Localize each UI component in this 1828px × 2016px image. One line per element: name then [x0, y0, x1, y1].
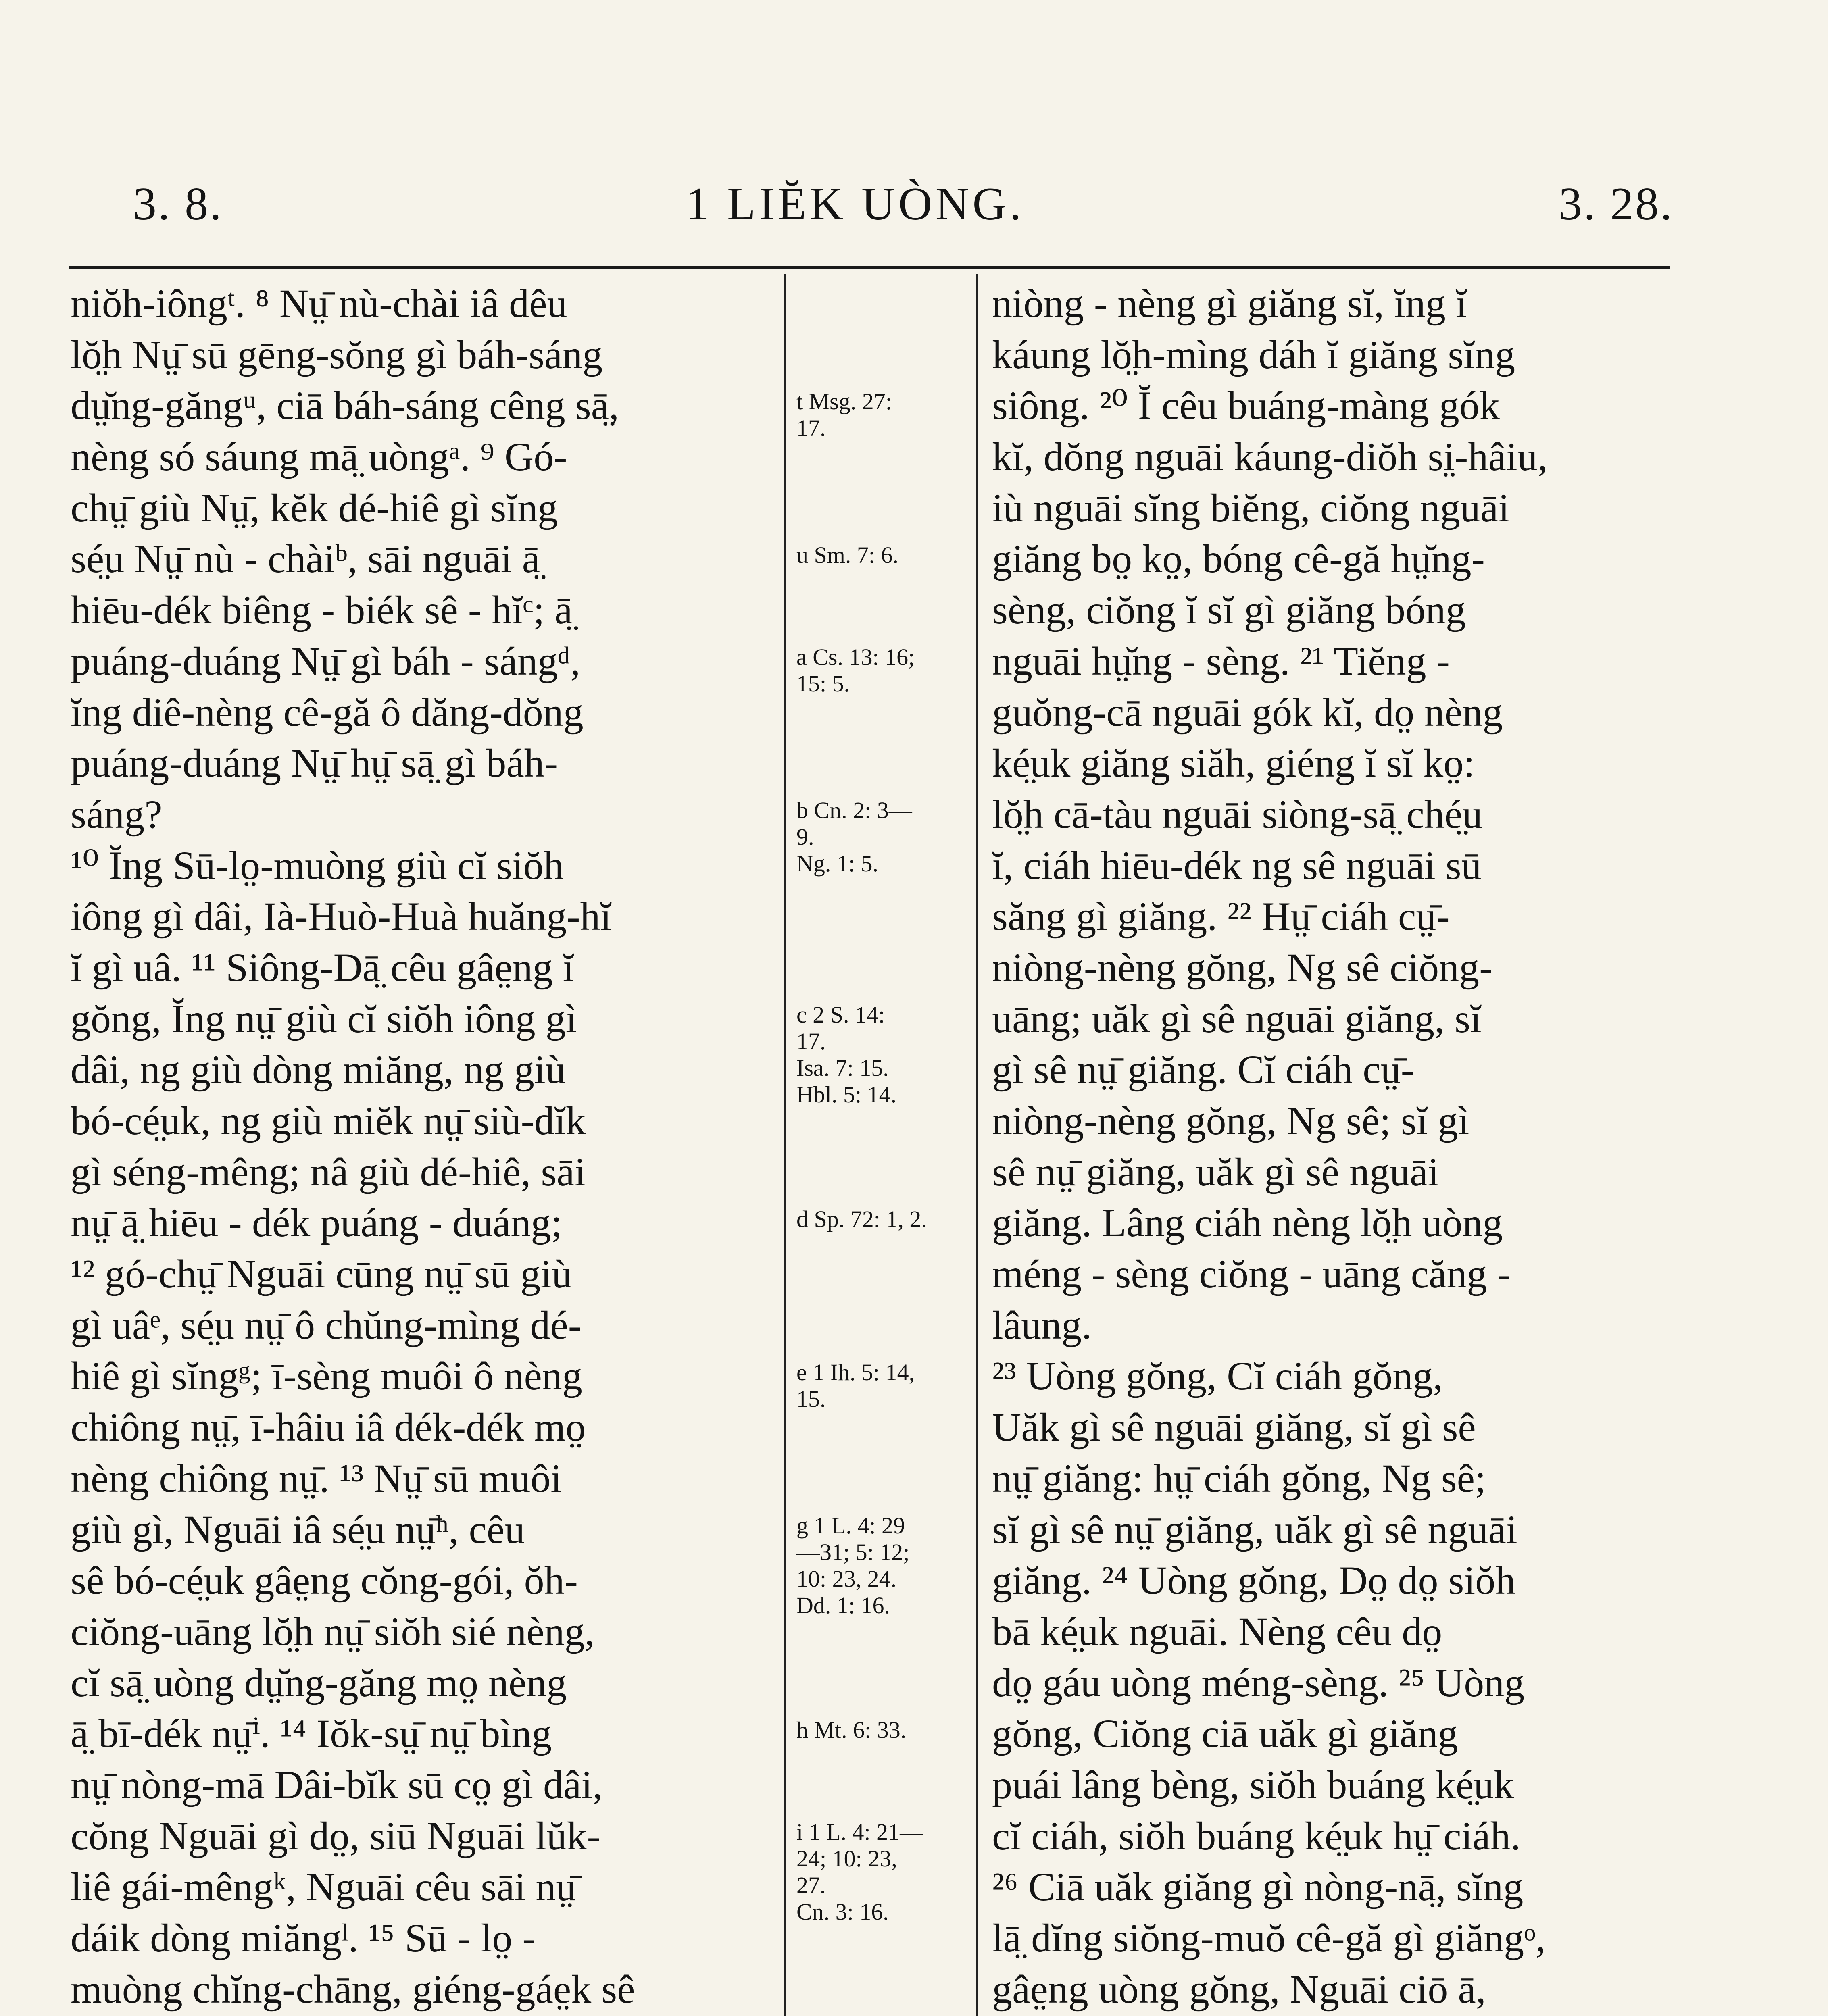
text-line: ²³ Uòng gŏng, Cĭ ciáh gŏng,	[992, 1354, 1443, 1399]
cross-reference-line: g 1 L. 4: 29	[796, 1512, 905, 1539]
text-line: niòng-nèng gŏng, Ng sê; sĭ gì	[992, 1098, 1469, 1143]
text-line: giăng. Lâng ciáh nèng lŏ̤h uòng	[992, 1200, 1503, 1245]
text-line: niòng - nèng gì giăng sĭ, ĭng ĭ	[992, 281, 1467, 326]
cross-reference-line: i 1 L. 4: 21—	[796, 1819, 923, 1845]
text-line: puáng-duáng Nṳ̄ gì báh - sángᵈ,	[71, 638, 581, 683]
text-line: liê gái-mêngᵏ, Nguāi cêu sāi nṳ̄	[71, 1864, 576, 1910]
text-line: sé̤u Nṳ̄ nù - chàiᵇ, sāi nguāi ā̤	[71, 536, 540, 581]
cross-reference-line: c 2 S. 14:	[796, 1001, 885, 1028]
text-line: nṳ̄ ā̤ hiēu - dék puáng - duáng;	[71, 1200, 563, 1245]
cross-reference-line: h Mt. 6: 33.	[796, 1716, 907, 1743]
header-book-title: 1 LIĔK UÒNG.	[686, 178, 1025, 230]
cross-reference	[796, 1512, 909, 1619]
cross-reference-line: Isa. 7: 15.	[796, 1054, 889, 1081]
text-line: nèng chiông nṳ̄. ¹³ Nṳ̄ sū muôi	[71, 1456, 562, 1501]
cross-reference-line: 10: 23, 24.	[796, 1565, 897, 1592]
text-line: nṳ̄ nòng-mā Dâi-bĭk sū co̤̤ gì dâi,	[71, 1762, 603, 1807]
left-text-column	[71, 278, 772, 2016]
cross-reference-line: 24; 10: 23,	[796, 1845, 897, 1872]
text-line: ¹² gó-chṳ̄ Nguāi cūng nṳ̄ sū giù	[71, 1252, 572, 1297]
text-line: giăng bo̤̤ ko̤̤, bóng cê-gă hṳ̆ng-	[992, 536, 1485, 581]
text-line: do̤̤ gáu uòng méng-sèng. ²⁵ Uòng	[992, 1660, 1525, 1705]
text-line: cŏng Nguāi gì do̤̤, siū Nguāi lŭk-	[71, 1813, 600, 1858]
text-line: bā ké̤uk nguāi. Nèng cêu do̤̤	[992, 1609, 1442, 1654]
text-line: muòng chĭng-chāng, giéng-gáe̤k sê	[71, 1966, 635, 2012]
text-line: chṳ̄ giù Nṳ̄, kĕk dé-hiê gì sĭng	[71, 485, 558, 530]
text-line: káung lŏ̤h-mìng dáh ĭ giăng sĭng	[992, 332, 1515, 377]
text-line: giù gì, Nguāi iâ sé̤u nṳ̄ʰ, cêu	[71, 1507, 525, 1552]
cross-reference	[796, 542, 898, 569]
cross-reference-line: 9.	[796, 824, 814, 850]
text-line: ā̤ bī-dék nṳ̄ⁱ. ¹⁴ Iŏk-sṳ̄ nṳ̄ bìng	[71, 1711, 552, 1756]
cross-reference	[796, 797, 912, 877]
column-divider-left	[784, 274, 786, 2016]
text-line: siông. ²⁰ Ĭ cêu buáng-màng gók	[992, 383, 1500, 428]
text-line: puái lâng bèng, siŏh buáng ké̤uk	[992, 1762, 1514, 1807]
header-right-reference: 3. 28.	[1559, 178, 1674, 230]
cross-reference-line: a Cs. 13: 16;	[796, 644, 915, 670]
text-line: gŏng, Ciŏng ciā uăk gì giăng	[992, 1711, 1458, 1756]
text-line: sĭ gì sê nṳ̄ giăng, uăk gì sê nguāi	[992, 1507, 1517, 1552]
text-line: săng gì giăng. ²² Hṳ̄ ciáh cṳ̄-	[992, 894, 1450, 939]
cross-reference-line: 15: 5.	[796, 670, 850, 697]
text-line: dáik dòng miăngˡ. ¹⁵ Sū - lo̤̤ -	[71, 1916, 536, 1960]
text-line: ké̤uk giăng siăh, giéng ĭ sĭ ko̤̤:	[992, 741, 1475, 786]
cross-reference	[796, 1206, 927, 1233]
text-line: sê nṳ̄ giăng, uăk gì sê nguāi	[992, 1149, 1439, 1194]
text-line: dâi, ng giù dòng miăng, ng giù	[71, 1047, 566, 1092]
text-line: ĭ, ciáh hiēu-dék ng sê nguāi sū	[992, 843, 1482, 888]
text-line: ciŏng-uāng lŏ̤h nṳ̄ siŏh sié nèng,	[71, 1609, 595, 1654]
text-line: kĭ, dŏng nguāi káung-diŏh si̤-hâiu,	[992, 434, 1548, 479]
cross-reference	[796, 1819, 923, 1925]
text-line: nèng só sáung mā̤ uòngᵃ. ⁹ Gó-	[71, 434, 567, 479]
cross-reference-line: e 1 Ih. 5: 14,	[796, 1359, 915, 1385]
cross-reference-line: —31; 5: 12;	[796, 1539, 910, 1565]
text-line: guŏng-cā nguāi gók kĭ, do̤̤ nèng	[992, 689, 1503, 735]
cross-reference-line: Hbl. 5: 14.	[796, 1081, 897, 1108]
text-line: nguāi hṳ̆ng - sèng. ²¹ Tiĕng -	[992, 638, 1450, 683]
text-line: cĭ ciáh, siŏh buáng ké̤uk hṳ̄ ciáh.	[992, 1813, 1521, 1858]
text-line: puáng-duáng Nṳ̄ hṳ̄ sā̤ gì báh-	[71, 741, 558, 786]
text-line: niŏh-iôngᵗ. ⁸ Nṳ̄ nù-chài iâ dêu	[71, 281, 567, 326]
cross-reference-line: 27.	[796, 1872, 826, 1898]
text-line: sáng?	[71, 791, 163, 837]
text-line: ĭ gì uâ. ¹¹ Siông-Dā̤ cêu gâe̤ng ĭ	[71, 945, 574, 990]
text-line: lâung.	[992, 1302, 1092, 1347]
text-line: gì séng-mêng; nâ giù dé-hiê, sāi	[71, 1149, 586, 1194]
text-line: lŏ̤h cā-tàu nguāi siòng-sā̤ ché̤u	[992, 791, 1483, 837]
cross-reference-line: Ng. 1: 5.	[796, 850, 878, 877]
text-line: cĭ sā̤ uòng dṳ̆ng-găng mo̤̤ nèng	[71, 1660, 567, 1705]
text-line: sê bó-cé̤uk gâe̤ng cŏng-gói, ŏh-	[71, 1558, 578, 1603]
cross-reference	[796, 1359, 915, 1412]
text-line: uāng; uăk gì sê nguāi giăng, sĭ	[992, 996, 1482, 1041]
cross-reference-line: Dd. 1: 16.	[796, 1592, 890, 1618]
text-line: chiông nṳ̄, ī-hâiu iâ dék-dék mo̤̤	[71, 1405, 586, 1450]
text-line: sèng, ciŏng ĭ sĭ gì giăng bóng	[992, 587, 1466, 633]
header-rule	[69, 266, 1670, 269]
column-divider-right	[976, 274, 978, 2016]
cross-reference-line: 17.	[796, 415, 826, 442]
text-line: ²⁶ Ciā uăk giăng gì nòng-nā̤, sĭng	[992, 1864, 1524, 1910]
text-line: niòng-nèng gŏng, Ng sê ciŏng-	[992, 945, 1493, 990]
text-line: ĭng diê-nèng cê-gă ô dăng-dŏng	[71, 689, 584, 735]
text-line: hiê gì sĭngᵍ; ī-sèng muôi ô nèng	[71, 1354, 582, 1399]
right-text-column	[992, 278, 1670, 2016]
text-line: nṳ̄ giăng: hṳ̄ ciáh gŏng, Ng sê;	[992, 1456, 1486, 1501]
text-line: lā̤ dĭng siŏng-muŏ cê-gă gì giăngᵒ,	[992, 1916, 1546, 1960]
text-line: gì uâᵉ, sé̤u nṳ̄ ô chŭng-mìng dé-	[71, 1302, 582, 1347]
text-line: iông gì dâi, Ià-Huò-Huà huăng-hĭ	[71, 894, 612, 939]
text-line: giăng. ²⁴ Uòng gŏng, Do̤̤ do̤̤ siŏh	[992, 1558, 1516, 1603]
cross-reference-line: Cn. 3: 16.	[796, 1899, 889, 1925]
cross-reference-line: d Sp. 72: 1, 2.	[796, 1206, 927, 1232]
text-line: bó-cé̤uk, ng giù miĕk nṳ̄ siù-dĭk	[71, 1098, 586, 1143]
cross-reference	[796, 644, 915, 697]
text-line: méng - sèng ciŏng - uāng căng -	[992, 1252, 1511, 1297]
cross-reference	[796, 1002, 896, 1108]
text-line: lŏ̤h Nṳ̄ sū gēng-sŏng gì báh-sáng	[71, 332, 603, 377]
cross-reference	[796, 1717, 906, 1743]
text-line: Uăk gì sê nguāi giăng, sĭ gì sê	[992, 1405, 1476, 1450]
cross-reference-line: b Cn. 2: 3—	[796, 797, 912, 823]
text-line: gì sê nṳ̄ giăng. Cĭ ciáh cṳ̄-	[992, 1047, 1414, 1092]
cross-reference-line: 17.	[796, 1028, 826, 1054]
running-header	[133, 169, 1674, 238]
cross-reference	[796, 388, 892, 442]
cross-reference-line: u Sm. 7: 6.	[796, 541, 898, 568]
text-line: hiēu-dék biêng - biék sê - hĭᶜ; ā̤	[71, 587, 573, 633]
header-left-reference: 3. 8.	[133, 178, 223, 230]
cross-reference-line: 15.	[796, 1385, 826, 1412]
cross-reference-line: t Msg. 27:	[796, 388, 892, 415]
text-line: iù nguāi sĭng biĕng, ciŏng nguāi	[992, 485, 1510, 530]
text-line: ¹⁰ Ĭng Sū-lo̤̤-muòng giù cĭ siŏh	[71, 843, 564, 888]
text-line: dṳ̆ng-găngᵘ, ciā báh-sáng cêng sā̤,	[71, 383, 619, 428]
text-line: gâe̤ng uòng gŏng, Nguāi ciō ā,	[992, 1966, 1486, 2012]
text-line: gŏng, Ĭng nṳ̄ giù cĭ siŏh iông gì	[71, 996, 577, 1041]
